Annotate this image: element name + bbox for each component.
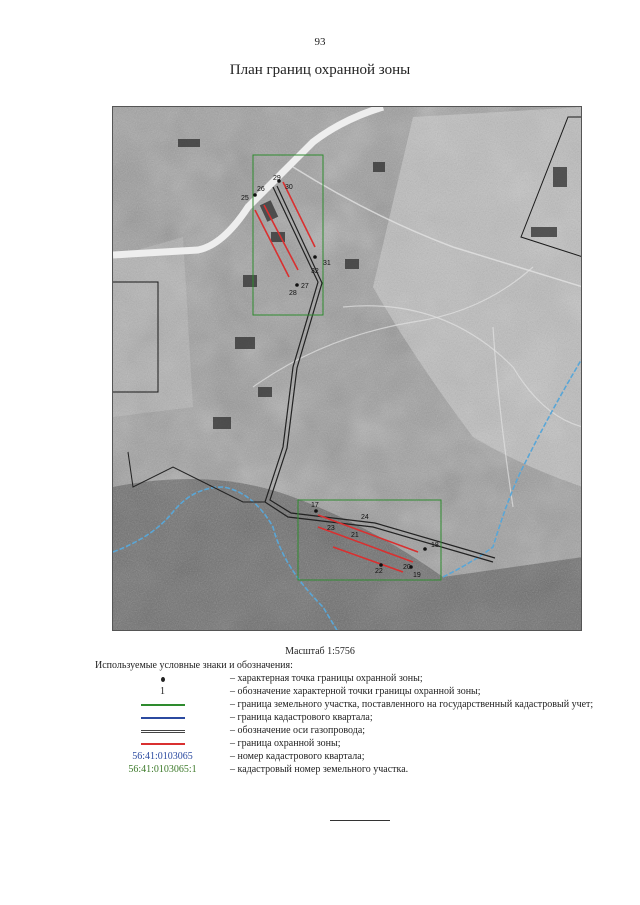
point-label-22: 22 <box>375 568 383 575</box>
legend-text: – граница земельного участка, поставленного на государственный кадастровый учет; <box>230 699 594 710</box>
red-line-icon <box>141 743 185 745</box>
point-label-29: 29 <box>273 175 281 182</box>
point-symbol-icon <box>161 677 165 682</box>
point-label-17: 17 <box>311 502 319 509</box>
legend-row-gas-axis <box>95 725 595 737</box>
point-label-30: 30 <box>285 184 293 191</box>
signature-line <box>330 820 390 821</box>
page-title: План границ охранной зоны <box>229 62 411 78</box>
point-label-31: 31 <box>323 260 331 267</box>
legend-row-point <box>95 673 595 685</box>
map-drawing <box>113 107 582 631</box>
point-label-20: 20 <box>403 564 411 571</box>
point-label-21: 21 <box>351 532 359 539</box>
legend-row-protection-zone <box>95 738 595 750</box>
page-number: 93 <box>314 36 326 48</box>
aerial-map <box>112 106 582 631</box>
gas-line-icon <box>141 730 185 733</box>
legend-heading: Используемые условные знаки и обозначения: <box>95 660 293 671</box>
point-label-27: 27 <box>301 283 309 290</box>
point-label-28: 28 <box>289 290 297 297</box>
legend-text: – кадастровый номер земельного участка. <box>230 764 409 775</box>
point-label-24: 24 <box>361 514 369 521</box>
legend-text: – характерная точка границы охранной зоны; <box>230 673 423 684</box>
legend-row-quarter-boundary <box>95 712 595 724</box>
point-label-18: 18 <box>431 542 439 549</box>
legend-text: – обозначение характерной точки границы охранной зоны; <box>230 686 481 697</box>
cadastral-number-symbol: 56:41:0103065:1 <box>128 764 197 775</box>
green-line-icon <box>141 704 185 706</box>
legend-row-quarter-number <box>95 751 595 763</box>
map-scale: Масштаб 1:5756 <box>285 646 355 657</box>
point-label-26: 26 <box>257 186 265 193</box>
legend-row-land-boundary <box>95 699 595 711</box>
blue-line-icon <box>141 717 185 719</box>
legend-text: – граница кадастрового квартала; <box>230 712 373 723</box>
point-label-25: 25 <box>241 195 249 202</box>
point-label-32: 32 <box>311 268 319 275</box>
point-label-19: 19 <box>413 572 421 579</box>
point-label-symbol: 1 <box>160 686 165 697</box>
legend <box>95 673 595 777</box>
legend-text: – номер кадастрового квартала; <box>230 751 365 762</box>
point-label-23: 23 <box>327 525 335 532</box>
quarter-number-symbol: 56:41:0103065 <box>132 751 193 762</box>
legend-row-point-label <box>95 686 595 698</box>
legend-text: – граница охранной зоны; <box>230 738 341 749</box>
legend-text: – обозначение оси газопровода; <box>230 725 366 736</box>
legend-row-cadastral-number <box>95 764 595 776</box>
